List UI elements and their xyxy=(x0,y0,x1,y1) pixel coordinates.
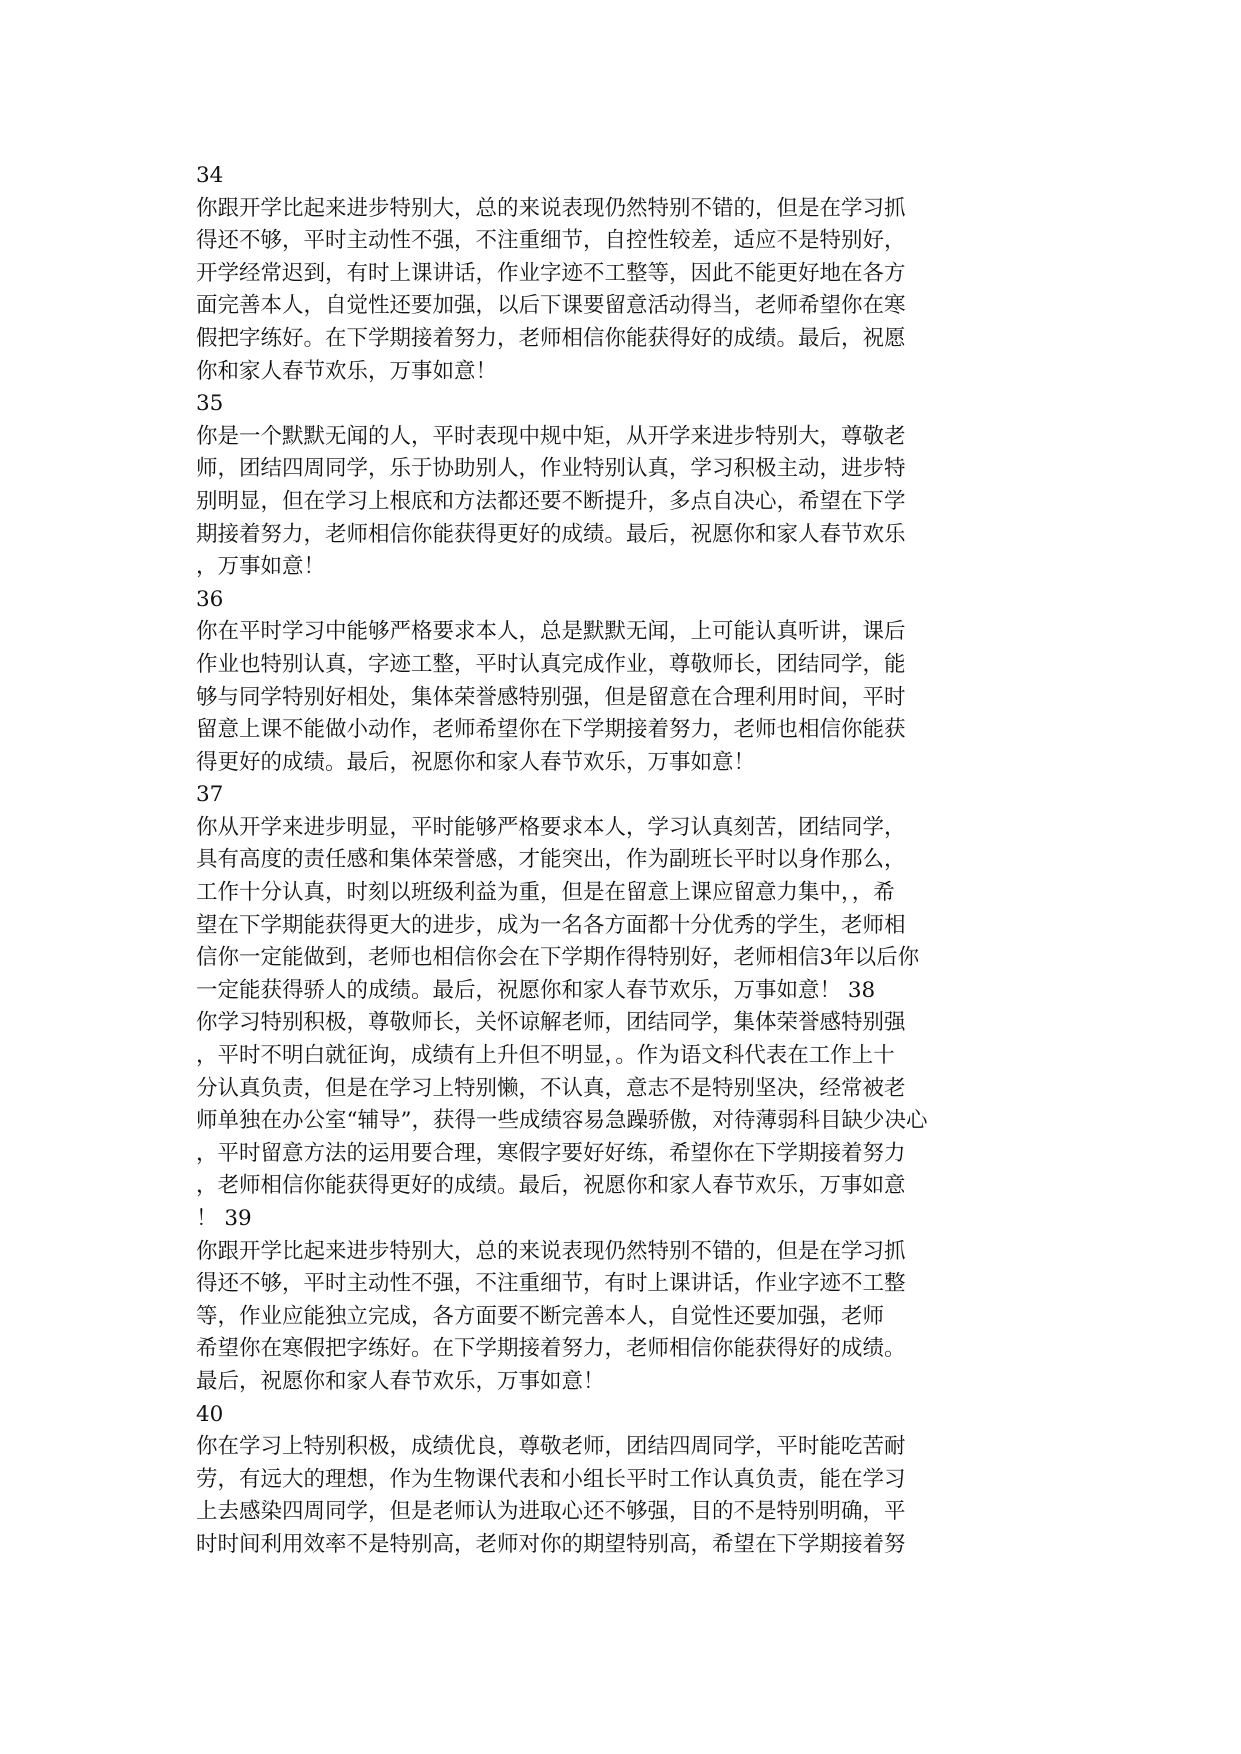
text-line: 工作十分认真，时刻以班级利益为重，但是在留意上课应留意力集中，，希 xyxy=(196,880,895,906)
text-line: 你学习特别积极，尊敬师长，关怀谅解老师，团结同学，集体荣誉感特别强 xyxy=(196,1010,906,1036)
text-line: 分认真负责，但是在学习上特别懒，不认真，意志不是特别坚决，经常被老 xyxy=(196,1075,906,1101)
text-line: 留意上课不能做小动作，老师希望你在下学期接着努力，老师也相信你能获 xyxy=(196,717,906,743)
text-line: 面完善本人，自觉性还要加强，以后下课要留意活动得当，老师希望你在寒 xyxy=(196,293,906,319)
text-line: 得还不够，平时主动性不强，不注重细节，有时上课讲话，作业字迹不工整 xyxy=(196,1271,906,1297)
text-line: 你跟开学比起来进步特别大，总的来说表现仍然特别不错的，但是在学习抓 xyxy=(196,1238,906,1264)
text-line: 开学经常迟到，有时上课讲话，作业字迹不工整等，因此不能更好地在各方 xyxy=(196,260,906,286)
text-line: 得还不够，平时主动性不强，不注重细节，自控性较差，适应不是特别好， xyxy=(196,228,906,254)
text-line: 信你一定能做到，老师也相信你会在下学期作得特别好，老师相信3年以后你 xyxy=(196,945,920,971)
text-line: 期接着努力，老师相信你能获得更好的成绩。最后，祝愿你和家人春节欢乐 xyxy=(196,521,906,547)
text-line: 你跟开学比起来进步特别大，总的来说表现仍然特别不错的，但是在学习抓 xyxy=(196,195,906,221)
text-line: 36 xyxy=(196,586,224,612)
text-line: 师单独在办公室“辅导”，获得一些成绩容易急躁骄傲，对待薄弱科目缺少决心 xyxy=(196,1108,928,1134)
text-line: 望在下学期能获得更大的进步，成为一名各方面都十分优秀的学生，老师相 xyxy=(196,912,906,938)
text-line: 假把字练好。在下学期接着努力，老师相信你能获得好的成绩。最后，祝愿 xyxy=(196,325,906,351)
text-line: 37 xyxy=(196,782,224,808)
text-line: 等，作业应能独立完成，各方面要不断完善本人，自觉性还要加强，老师 xyxy=(196,1303,885,1329)
text-line: 你是一个默默无闻的人，平时表现中规中矩，从开学来进步特别大，尊敬老 xyxy=(196,423,906,449)
text-line: 作业也特别认真，字迹工整，平时认真完成作业，尊敬师长，团结同学，能 xyxy=(196,651,906,677)
text-line: 希望你在寒假把字练好。在下学期接着努力，老师相信你能获得好的成绩。 xyxy=(196,1336,906,1362)
text-line: 最后，祝愿你和家人春节欢乐，万事如意！ xyxy=(196,1368,605,1394)
text-line: ，万事如意！ xyxy=(196,554,326,580)
text-line: 师，团结四周同学，乐于协助别人，作业特别认真，学习积极主动，进步特 xyxy=(196,456,906,482)
text-line: 你在学习上特别积极，成绩优良，尊敬老师，团结四周同学，平时能吃苦耐 xyxy=(196,1434,906,1460)
text-line: 别明显，但在学习上根底和方法都还要不断提升，多点自决心，希望在下学 xyxy=(196,488,906,514)
text-line: 35 xyxy=(196,391,224,417)
text-line: ，老师相信你能获得更好的成绩。最后，祝愿你和家人春节欢乐，万事如意 xyxy=(196,1173,906,1199)
text-line: ！ 39 xyxy=(196,1206,252,1231)
text-line: 34 xyxy=(196,163,224,188)
text-line: ，平时不明白就征询，成绩有上升但不明显，。作为语文科代表在工作上十 xyxy=(196,1043,895,1069)
text-line: 得更好的成绩。最后，祝愿你和家人春节欢乐，万事如意！ xyxy=(196,749,756,775)
text-line: 你从开学来进步明显，平时能够严格要求本人，学习认真刻苦，团结同学， xyxy=(196,814,906,840)
text-line: 时时间利用效率不是特别高，老师对你的期望特别高，希望在下学期接着努 xyxy=(196,1531,906,1557)
text-line: 够与同学特别好相处，集体荣誉感特别强，但是留意在合理利用时间，平时 xyxy=(196,684,906,710)
text-line: 上去感染四周同学，但是老师认为进取心还不够强，目的不是特别明确，平 xyxy=(196,1499,906,1525)
text-line: 一定能获得骄人的成绩。最后，祝愿你和家人春节欢乐，万事如意！ 38 xyxy=(196,977,876,1003)
text-line: 40 xyxy=(196,1401,224,1427)
text-line: 你在平时学习中能够严格要求本人，总是默默无闻，上可能认真听讲，课后 xyxy=(196,619,906,645)
text-line: 具有高度的责任感和集体荣誉感，才能突出，作为副班长平时以身作那么， xyxy=(196,847,906,873)
document-body xyxy=(196,160,1076,1562)
text-line: 你和家人春节欢乐，万事如意！ xyxy=(196,358,498,384)
text-line: 劳，有远大的理想，作为生物课代表和小组长平时工作认真负责，能在学习 xyxy=(196,1466,906,1492)
text-line: ，平时留意方法的运用要合理，寒假字要好好练，希望你在下学期接着努力 xyxy=(196,1140,906,1166)
